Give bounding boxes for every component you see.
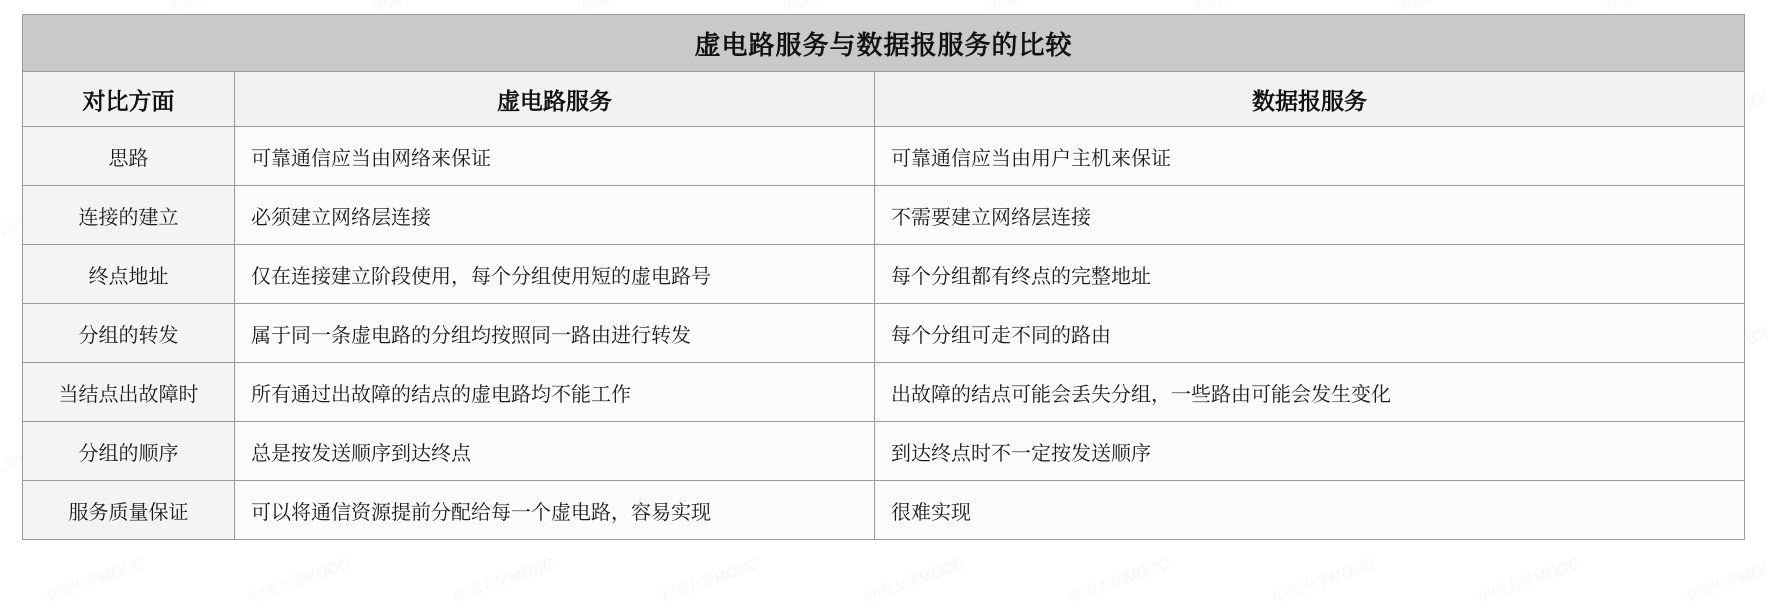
- table-title-row: [23, 15, 1745, 72]
- cell-virtual-circuit: 可靠通信应当由网络来保证: [235, 127, 875, 186]
- watermark-text: [1065, 552, 1172, 608]
- cell-aspect: 分组的转发: [23, 304, 235, 363]
- cell-aspect: 分组的顺序: [23, 422, 235, 481]
- table-row: [23, 127, 1745, 186]
- cell-virtual-circuit: 仅在连接建立阶段使用，每个分组使用短的虚电路号: [235, 245, 875, 304]
- table-row: [23, 186, 1745, 245]
- cell-datagram: 出故障的结点可能会丢失分组，一些路由可能会发生变化: [875, 363, 1745, 422]
- comparison-table: [22, 14, 1745, 540]
- table-row: [23, 481, 1745, 540]
- table-title: 虚电路服务与数据报服务的比较: [23, 15, 1745, 72]
- cell-virtual-circuit: 所有通过出故障的结点的虚电路均不能工作: [235, 363, 875, 422]
- comparison-table-container: [22, 14, 1744, 540]
- table-row: [23, 245, 1745, 304]
- cell-datagram: 每个分组都有终点的完整地址: [875, 245, 1745, 304]
- cell-datagram: 很难实现: [875, 481, 1745, 540]
- cell-virtual-circuit: 属于同一条虚电路的分组均按照同一路由进行转发: [235, 304, 875, 363]
- column-header-virtual-circuit: 虚电路服务: [235, 72, 875, 127]
- cell-aspect: 连接的建立: [23, 186, 235, 245]
- table-row: [23, 363, 1745, 422]
- watermark-text: [1270, 552, 1377, 608]
- cell-virtual-circuit: 必须建立网络层连接: [235, 186, 875, 245]
- watermark-text: [245, 552, 352, 608]
- cell-virtual-circuit: 可以将通信资源提前分配给每一个虚电路，容易实现: [235, 481, 875, 540]
- cell-aspect: 终点地址: [23, 245, 235, 304]
- cell-datagram: 到达终点时不一定按发送顺序: [875, 422, 1745, 481]
- cell-aspect: 当结点出故障时: [23, 363, 235, 422]
- table-row: [23, 422, 1745, 481]
- column-header-datagram: 数据报服务: [875, 72, 1745, 127]
- watermark-text: [450, 552, 557, 608]
- table-row: [23, 304, 1745, 363]
- cell-datagram: 可靠通信应当由用户主机来保证: [875, 127, 1745, 186]
- cell-datagram: 不需要建立网络层连接: [875, 186, 1745, 245]
- watermark-text: [1475, 552, 1582, 608]
- watermark-text: [655, 552, 762, 608]
- cell-aspect: 服务质量保证: [23, 481, 235, 540]
- cell-virtual-circuit: 总是按发送顺序到达终点: [235, 422, 875, 481]
- table-header-row: [23, 72, 1745, 127]
- cell-datagram: 每个分组可走不同的路由: [875, 304, 1745, 363]
- watermark-text: [40, 552, 147, 608]
- watermark-text: [860, 552, 967, 608]
- watermark-text: [1680, 552, 1768, 608]
- column-header-aspect: 对比方面: [23, 72, 235, 127]
- cell-aspect: 思路: [23, 127, 235, 186]
